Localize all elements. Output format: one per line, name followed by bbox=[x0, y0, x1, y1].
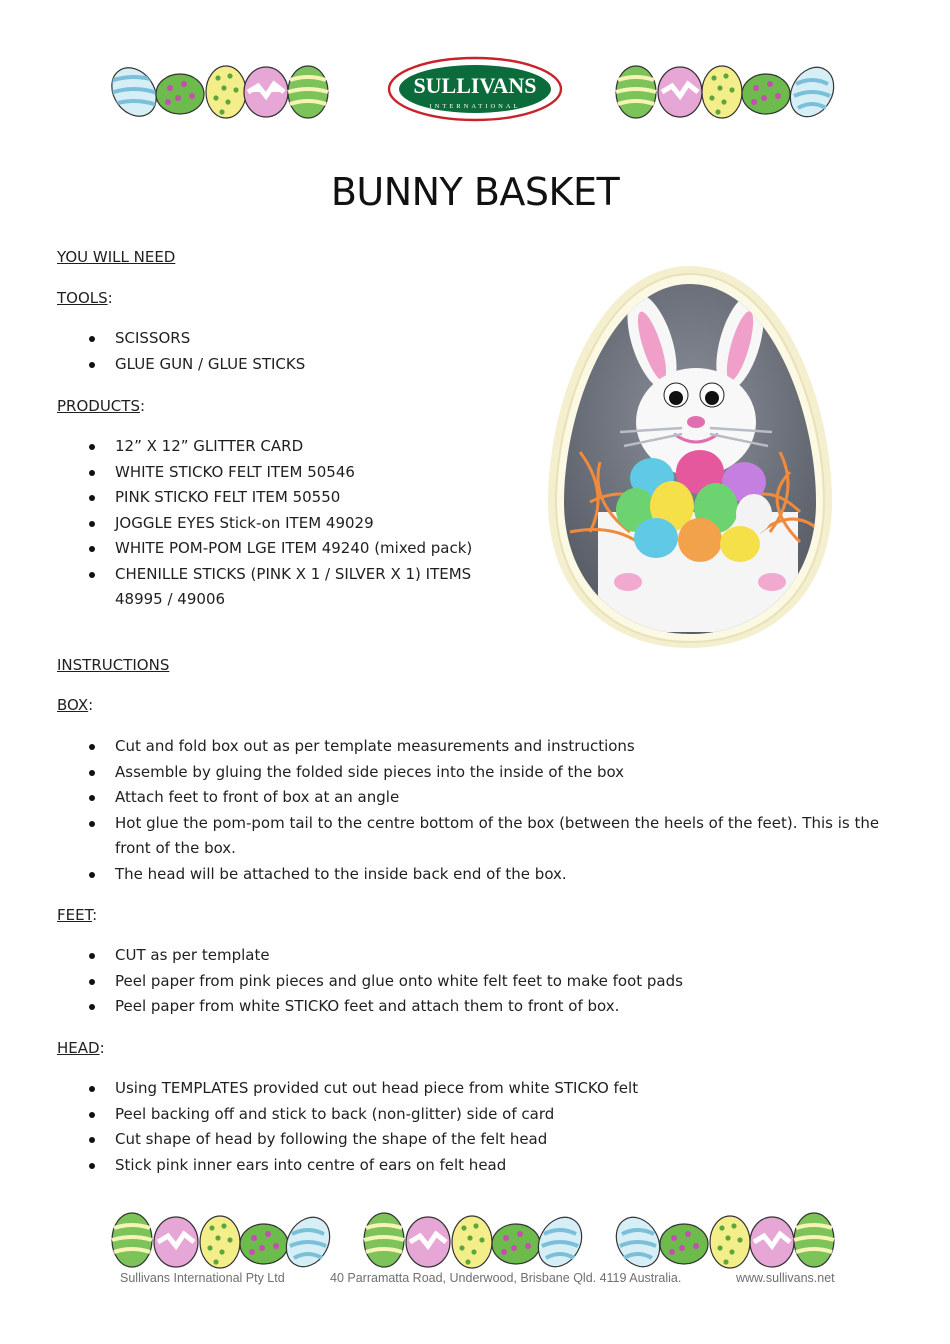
head-step: Cut shape of head by following the shape of the felt head bbox=[57, 1127, 907, 1153]
box-label: BOX bbox=[57, 696, 89, 714]
footer-website[interactable]: www.sullivans.net bbox=[736, 1271, 835, 1285]
section-heading-you-will-need: YOU WILL NEED bbox=[57, 248, 176, 266]
footer-address: 40 Parramatta Road, Underwood, Brisbane Qld. 4119 Australia. bbox=[330, 1271, 682, 1285]
feet-step: CUT as per template bbox=[57, 943, 907, 969]
head-steps-list bbox=[57, 1076, 907, 1178]
head-step: Stick pink inner ears into centre of ears on felt head bbox=[57, 1153, 907, 1179]
box-step: Assemble by gluing the folded side pieces into the inside of the box bbox=[57, 760, 907, 786]
sullivans-logo bbox=[386, 56, 564, 122]
feet-steps-list bbox=[57, 943, 907, 1020]
head-step: Using TEMPLATES provided cut out head piece from white STICKO felt bbox=[57, 1076, 907, 1102]
tools-list bbox=[57, 326, 497, 377]
product-item: PINK STICKO FELT ITEM 50550 bbox=[57, 485, 482, 511]
logo-subtext: INTERNATIONAL bbox=[429, 103, 521, 110]
head-heading: HEAD: bbox=[57, 1039, 105, 1057]
products-label: PRODUCTS bbox=[57, 397, 140, 415]
tools-heading: TOOLS: bbox=[57, 289, 113, 307]
egg-decoration-top-right bbox=[612, 62, 838, 120]
product-item: 12” X 12” GLITTER CARD bbox=[57, 434, 482, 460]
product-item: JOGGLE EYES Stick-on ITEM 49029 bbox=[57, 511, 482, 537]
products-list bbox=[57, 434, 482, 613]
tool-item: SCISSORS bbox=[57, 326, 497, 352]
footer-company: Sullivans International Pty Ltd bbox=[120, 1271, 285, 1285]
feet-label: FEET bbox=[57, 906, 93, 924]
egg-decoration-top-left bbox=[108, 62, 332, 120]
product-item: WHITE STICKO FELT ITEM 50546 bbox=[57, 460, 482, 486]
bunny-basket-photo bbox=[540, 262, 840, 654]
box-step: The head will be attached to the inside back end of the box. bbox=[57, 862, 907, 888]
box-step: Hot glue the pom-pom tail to the centre bottom of the box (between the heels of the feet). This is the front of the box. bbox=[57, 811, 907, 862]
tool-item: GLUE GUN / GLUE STICKS bbox=[57, 352, 497, 378]
tools-label: TOOLS bbox=[57, 289, 108, 307]
egg-decoration-bottom-right bbox=[612, 1210, 838, 1270]
page-title: BUNNY BASKET bbox=[330, 170, 620, 214]
feet-heading: FEET: bbox=[57, 906, 98, 924]
box-steps-list bbox=[57, 734, 907, 887]
product-item: WHITE POM-POM LGE ITEM 49240 (mixed pack) bbox=[57, 536, 482, 562]
feet-step: Peel paper from pink pieces and glue onto white felt feet to make foot pads bbox=[57, 969, 907, 995]
product-item: CHENILLE STICKS (PINK X 1 / SILVER X 1) ITEMS 48995 / 49006 bbox=[57, 562, 482, 613]
box-heading: BOX: bbox=[57, 696, 94, 714]
feet-step: Peel paper from white STICKO feet and attach them to front of box. bbox=[57, 994, 907, 1020]
logo-text: SULLIVANS bbox=[413, 73, 537, 98]
head-step: Peel backing off and stick to back (non-glitter) side of card bbox=[57, 1102, 907, 1128]
egg-decoration-bottom-left bbox=[108, 1210, 332, 1270]
box-step: Cut and fold box out as per template measurements and instructions bbox=[57, 734, 907, 760]
head-label: HEAD bbox=[57, 1039, 100, 1057]
box-step: Attach feet to front of box at an angle bbox=[57, 785, 907, 811]
egg-decoration-bottom-center bbox=[360, 1210, 584, 1270]
section-heading-instructions: INSTRUCTIONS bbox=[57, 656, 170, 674]
products-heading: PRODUCTS: bbox=[57, 397, 146, 415]
